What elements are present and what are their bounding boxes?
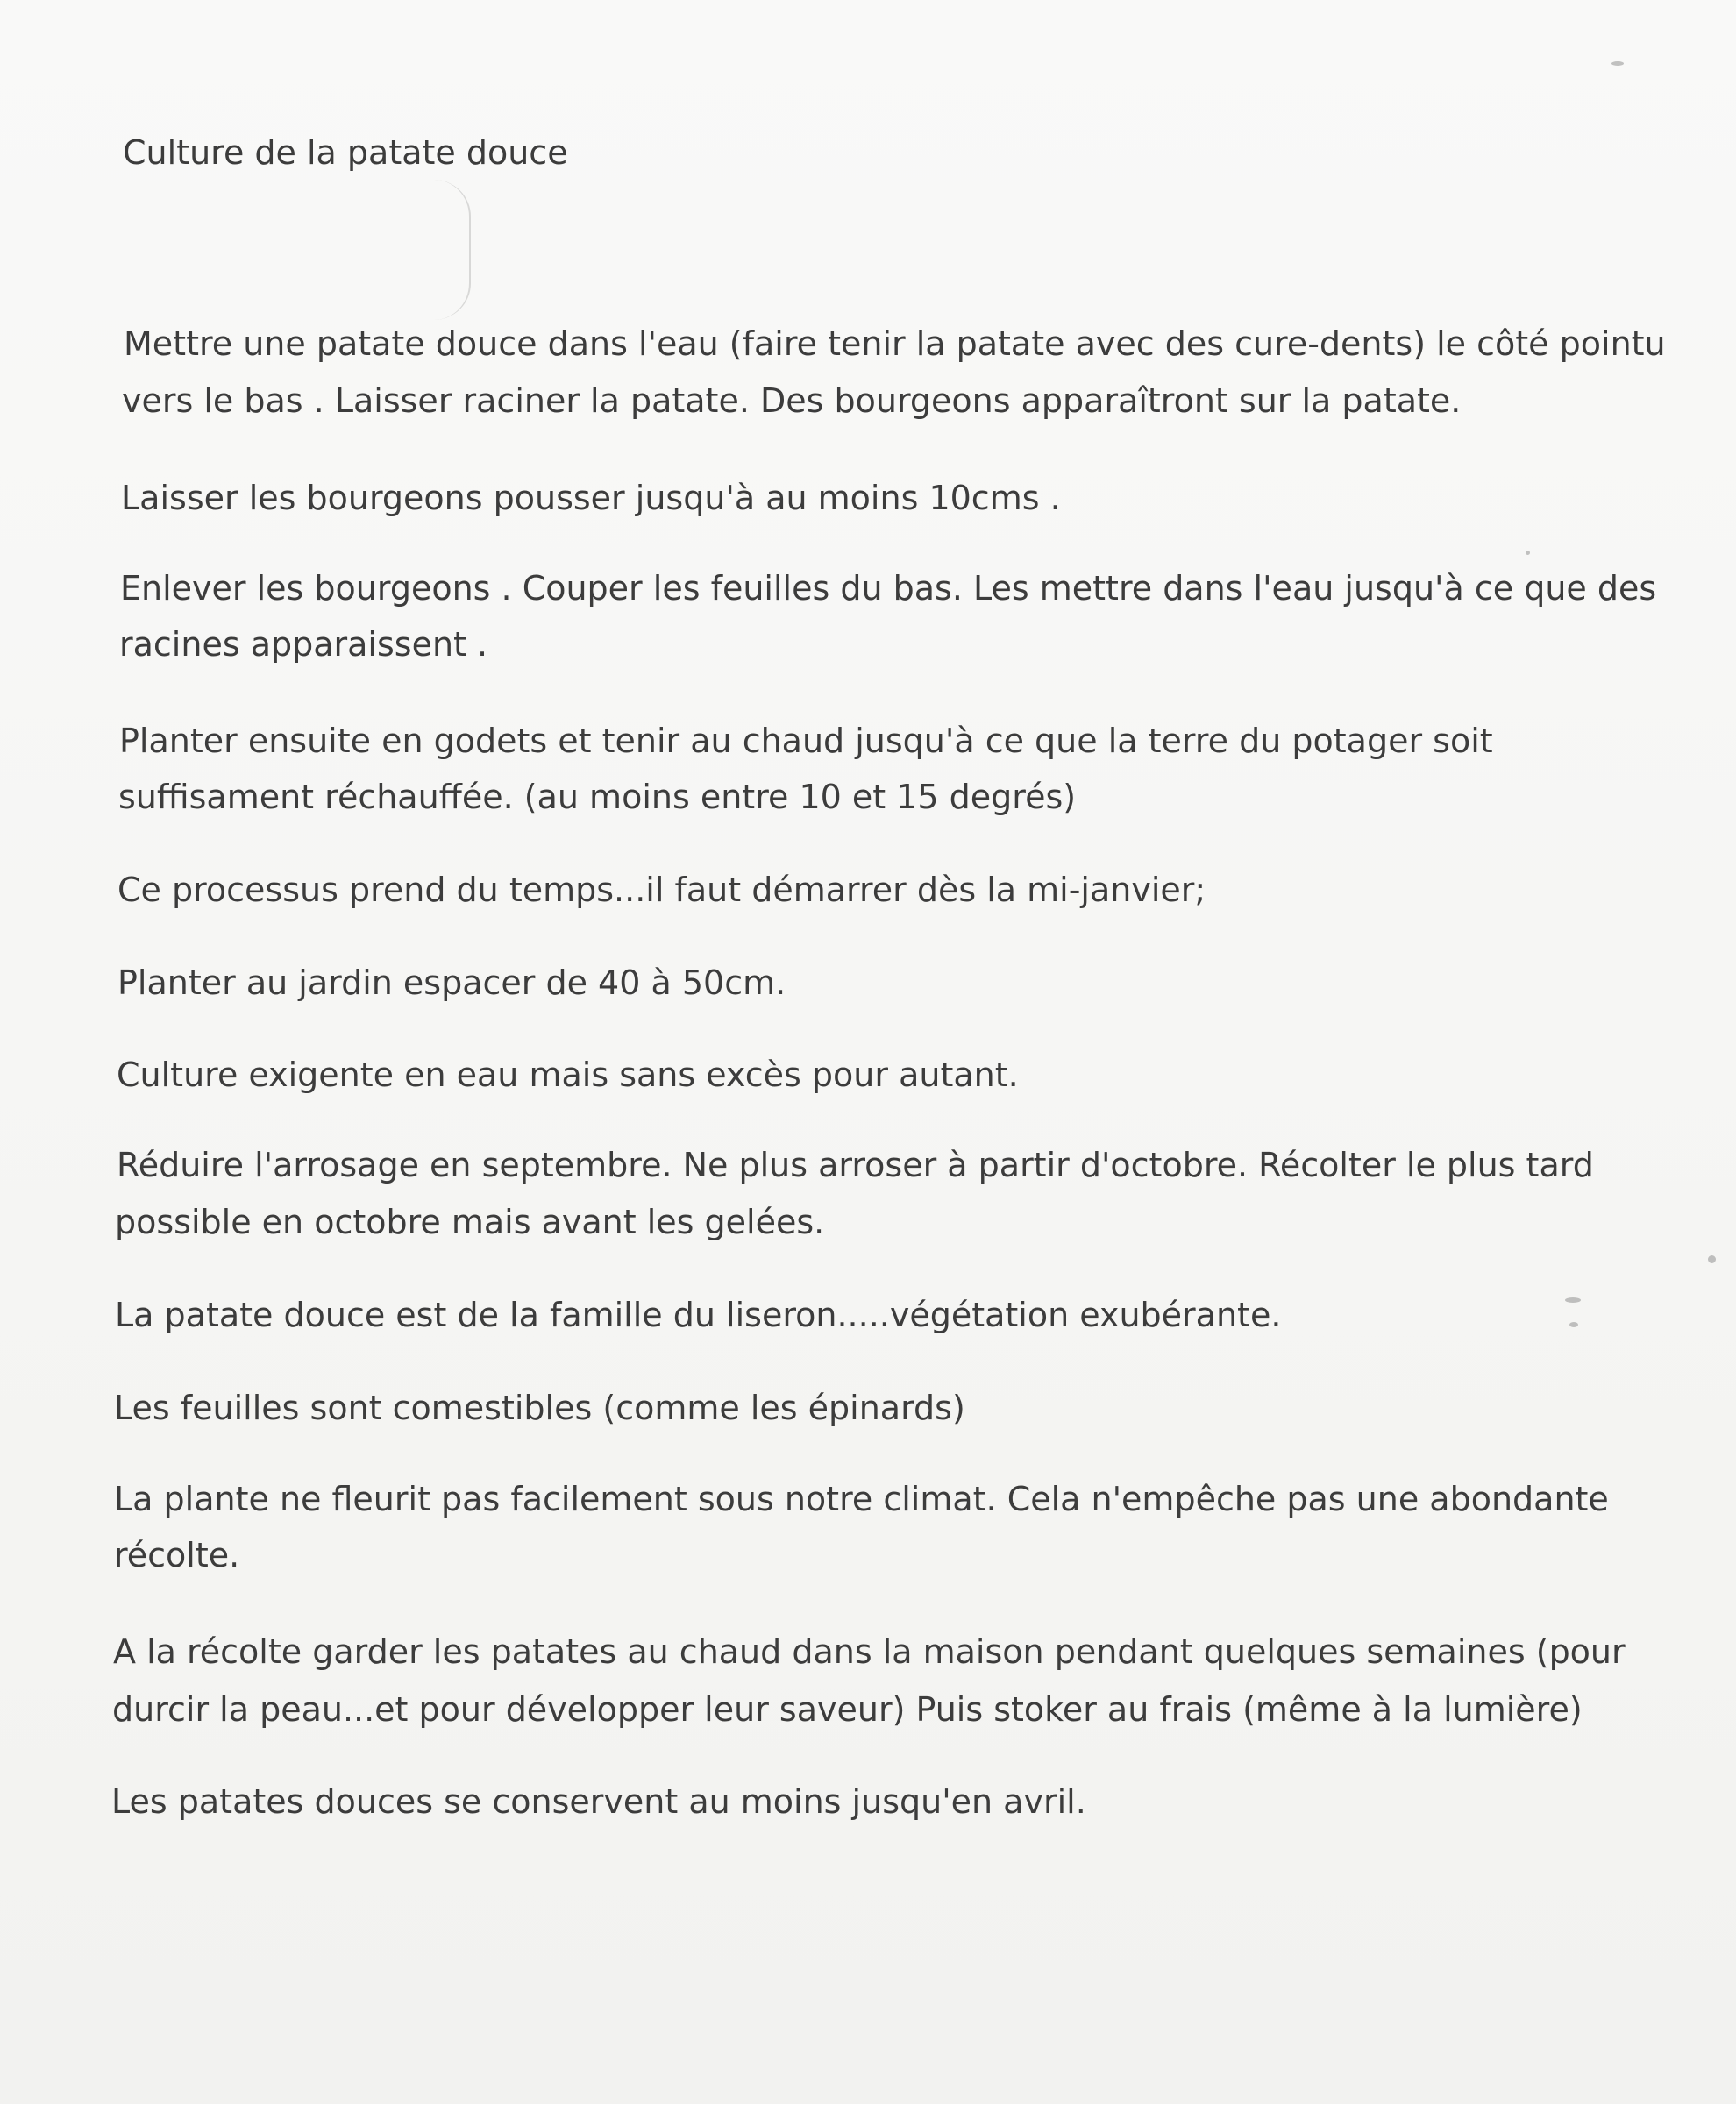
paragraph-line: possible en octobre mais avant les gelées. [115,1203,825,1241]
scan-speck [1565,1297,1581,1303]
paragraph-line: Planter ensuite en godets et tenir au chaud jusqu'à ce que la terre du potager soit [119,721,1493,760]
paragraph-line: Laisser les bourgeons pousser jusqu'à au moins 10cms . [121,479,1061,517]
paragraph-line: Culture exigente en eau mais sans excès pour autant. [117,1056,1019,1094]
paragraph-line: suffisament réchauffée. (au moins entre 10 et 15 degrés) [118,778,1077,816]
paragraph-line: La plante ne fleurit pas facilement sous notre climat. Cela n'empêche pas une abondante [114,1480,1609,1518]
paragraph-line: Les patates douces se conservent au moins jusqu'en avril. [111,1782,1086,1821]
paragraph-line: Mettre une patate douce dans l'eau (faire tenir la patate avec des cure-dents) le côté pointu [124,324,1666,363]
scan-speck [1569,1322,1578,1327]
paragraph-line: récolte. [114,1536,240,1574]
paragraph-line: Ce processus prend du temps...il faut démarrer dès la mi-janvier; [117,871,1206,909]
paper-crease [434,180,471,320]
paragraph-line: durcir la peau...et pour développer leur saveur) Puis stoker au frais (même à la lumière) [112,1690,1583,1729]
paragraph-line: racines apparaissent . [119,625,488,664]
scan-speck [1526,551,1530,555]
paragraph-line: Les feuilles sont comestibles (comme les épinards) [114,1389,965,1427]
paragraph-line: Planter au jardin espacer de 40 à 50cm. [117,963,786,1002]
document-title: Culture de la patate douce [123,133,568,172]
paragraph-line: Réduire l'arrosage en septembre. Ne plus arroser à partir d'octobre. Récolter le plus tard [117,1146,1594,1184]
paragraph-line: A la récolte garder les patates au chaud dans la maison pendant quelques semaines (pour [113,1632,1626,1671]
paragraph-line: Enlever les bourgeons . Couper les feuilles du bas. Les mettre dans l'eau jusqu'à ce que des [120,569,1657,608]
paragraph-line: vers le bas . Laisser raciner la patate. Des bourgeons apparaîtront sur la patate. [122,381,1462,420]
paragraph-line: La patate douce est de la famille du liseron.....végétation exubérante. [115,1296,1282,1334]
scan-speck [1708,1255,1716,1263]
scan-speck [1611,61,1624,66]
